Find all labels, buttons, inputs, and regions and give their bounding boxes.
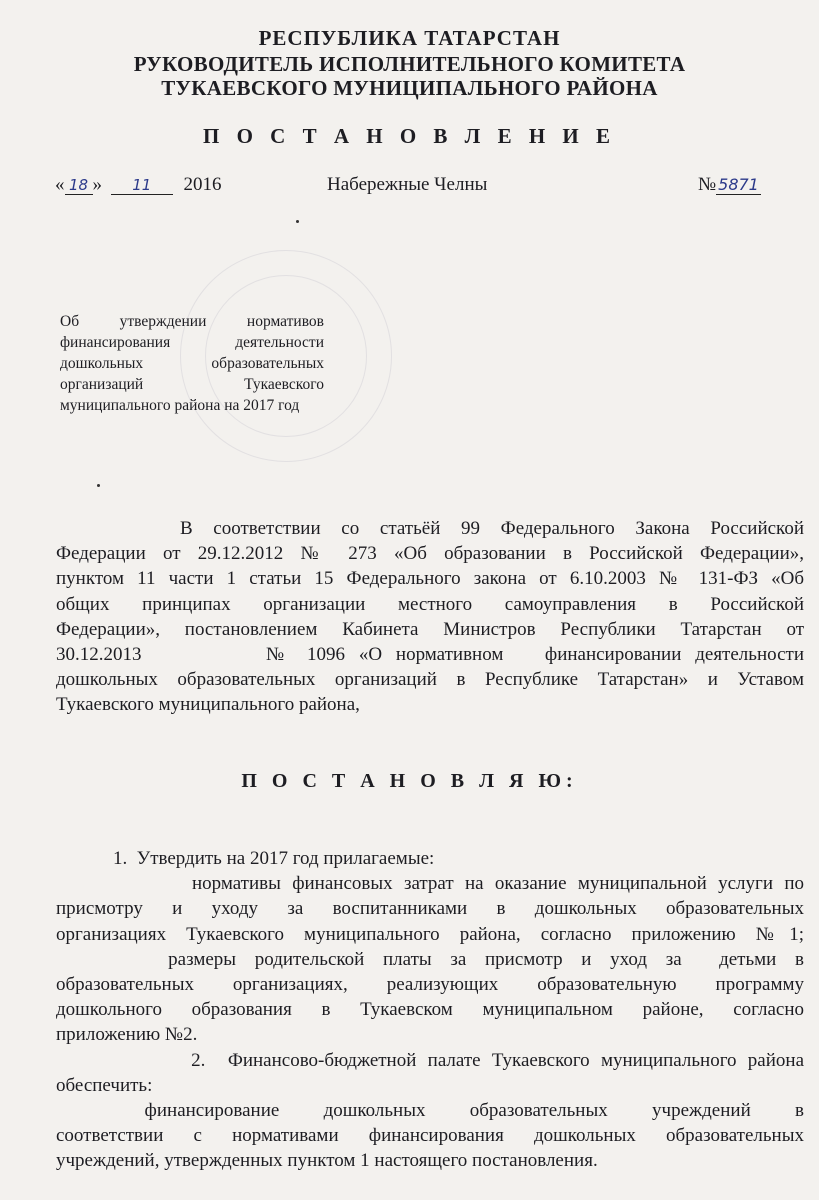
header-district: ТУКАЕВСКОГО МУНИЦИПАЛЬНОГО РАЙОНА bbox=[161, 76, 658, 100]
item-line: 2. Финансово-бюджетной палате Тукаевского муниципального района bbox=[56, 1049, 804, 1071]
document-type-title: П О С Т А Н О В Л Е Н И Е bbox=[202, 124, 616, 148]
preamble-paragraph bbox=[56, 516, 804, 718]
date-month-handwritten: 11 bbox=[111, 176, 173, 195]
subject-line: организаций Тукаевского bbox=[60, 376, 324, 393]
document-date bbox=[55, 174, 222, 196]
item-line: учреждений, утвержденных пунктом 1 настоящего постановления. bbox=[56, 1150, 598, 1172]
item-line: соответствии с нормативами финансирования дошкольных образовательных bbox=[56, 1125, 804, 1147]
preamble-line: Федерации», постановлением Кабинета Министров Республики Татарстан от bbox=[56, 618, 804, 640]
item-line: приложению №2. bbox=[56, 1024, 198, 1046]
item-line: присмотру и уходу за воспитанниками в дошкольных образовательных bbox=[56, 898, 804, 920]
subject-line: Об утверждении нормативов bbox=[60, 313, 324, 330]
number-sign: № bbox=[698, 174, 717, 195]
item-line: организациях Тукаевского муниципального района, согласно приложению №1; bbox=[56, 923, 804, 945]
preamble-line: Федерации от 29.12.2012 № 273 «Об образовании в Российской Федерации», bbox=[56, 543, 804, 565]
decree-heading: П О С Т А Н О В Л Я Ю: bbox=[241, 770, 578, 792]
page-speck bbox=[97, 484, 100, 487]
subject-line: финансирования деятельности bbox=[60, 334, 324, 351]
item-line: дошкольного образования в Тукаевском муниципальном районе, согласно bbox=[56, 999, 804, 1021]
date-open-quote: « bbox=[55, 174, 65, 195]
preamble-line: пунктом 11 части 1 статьи 15 Федерального закона от 6.10.2003 № 131-ФЗ «Об bbox=[56, 568, 804, 590]
item-line: 1. Утвердить на 2017 год прилагаемые: bbox=[56, 848, 435, 869]
preamble-line: Тукаевского муниципального района, bbox=[56, 694, 360, 716]
header-republic: РЕСПУБЛИКА ТАТАРСТАН bbox=[258, 26, 561, 50]
decree-items bbox=[56, 846, 804, 1174]
preamble-line: В соответствии со статьёй 99 Федерального Закона Российской bbox=[56, 518, 804, 539]
date-day-handwritten: 18 bbox=[65, 176, 93, 195]
document-subject bbox=[60, 311, 324, 416]
item-line: обеспечить: bbox=[56, 1074, 153, 1096]
item-line: образовательных организациях, реализующих образовательную программу bbox=[56, 974, 804, 996]
date-close-quote: » bbox=[92, 174, 102, 195]
preamble-line: общих принципах организации местного самоуправления в Российской bbox=[56, 593, 804, 615]
header-head-of-committee: РУКОВОДИТЕЛЬ ИСПОЛНИТЕЛЬНОГО КОМИТЕТА bbox=[133, 52, 686, 76]
subject-line: дошкольных образовательных bbox=[60, 355, 324, 372]
date-year: 2016 bbox=[183, 174, 222, 195]
preamble-line: дошкольных образовательных организаций в Республике Татарстан» и Уставом bbox=[56, 669, 804, 691]
item-line: нормативы финансовых затрат на оказание муниципальной услуги по bbox=[56, 873, 804, 895]
page-speck bbox=[296, 220, 299, 223]
document-number bbox=[698, 174, 761, 196]
item-line: финансирование дошкольных образовательных учреждений в bbox=[56, 1100, 804, 1122]
document-city: Набережные Челны bbox=[327, 174, 488, 195]
preamble-line: 30.12.2013 № 1096 «О нормативном финансировании деятельности bbox=[56, 644, 804, 666]
subject-line: муниципального района на 2017 год bbox=[60, 397, 300, 414]
document-number-handwritten: 5871 bbox=[718, 175, 759, 194]
item-line: размеры родительской платы за присмотр и уход за детьми в bbox=[56, 948, 804, 970]
